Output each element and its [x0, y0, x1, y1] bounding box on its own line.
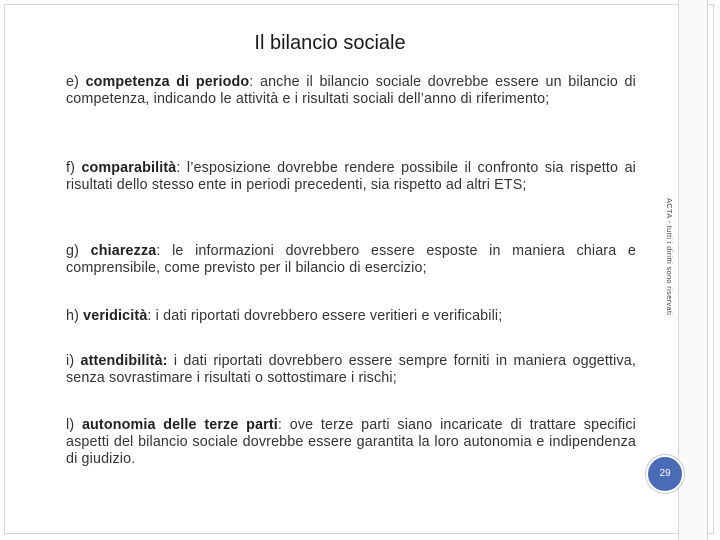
paragraph-f-term: comparabilità [81, 160, 177, 176]
paragraph-f [66, 160, 636, 194]
paragraph-e-prefix: e) [66, 74, 86, 90]
paragraph-h-term: veridicità [83, 308, 148, 324]
paragraph-i-text: i dati riportati dovrebbero essere sempre forniti in maniera oggettiva, senza sovrastimare i risultati o sottostimare i rischi; [66, 353, 636, 386]
paragraph-g [66, 243, 636, 277]
paragraph-h-text: : i dati riportati dovrebbero essere veritieri e verificabili; [147, 308, 503, 324]
right-side-band [678, 0, 708, 540]
page-number-badge: 29 [646, 455, 684, 493]
paragraph-g-text: : le informazioni dovrebbero essere esposte in maniera chiara e comprensibile, come previsto per il bilancio di esercizio; [66, 243, 637, 276]
paragraph-l [66, 417, 636, 468]
paragraph-h [66, 308, 636, 325]
paragraph-l-term: autonomia delle terze parti [81, 417, 278, 433]
paragraph-g-prefix: g) [66, 243, 91, 259]
paragraph-f-prefix: f) [66, 160, 82, 176]
paragraph-i-prefix: i) [66, 353, 81, 369]
paragraph-e-term: competenza di periodo [85, 74, 250, 90]
paragraph-e-text: : anche il bilancio sociale dovrebbe essere un bilancio di competenza, indicando le attività e i risultati sociali dell’anno di riferimento; [66, 74, 636, 107]
paragraph-i-term: attendibilità: [80, 353, 168, 369]
paragraph-i [66, 353, 636, 387]
paragraph-g-term: chiarezza [90, 243, 157, 259]
paragraph-h-prefix: h) [66, 308, 84, 324]
slide-title: Il bilancio sociale [254, 32, 406, 54]
paragraph-e [66, 74, 636, 108]
paragraph-l-text: : ove terze parti siano incaricate di trattare specifici aspetti del bilancio sociale dovrebbe essere garantita la loro autonomia e indipendenza di giudizio. [66, 417, 636, 467]
paragraph-l-prefix: l) [66, 417, 82, 433]
paragraph-f-text: : l’esposizione dovrebbe rendere possibile il confronto sia rispetto ai risultati dello stesso ente in periodi precedenti, sia rispetto ad altri ETS; [66, 160, 636, 193]
copyright-vertical-note: ACTA - tutti i diritti sono riservati [665, 198, 674, 316]
